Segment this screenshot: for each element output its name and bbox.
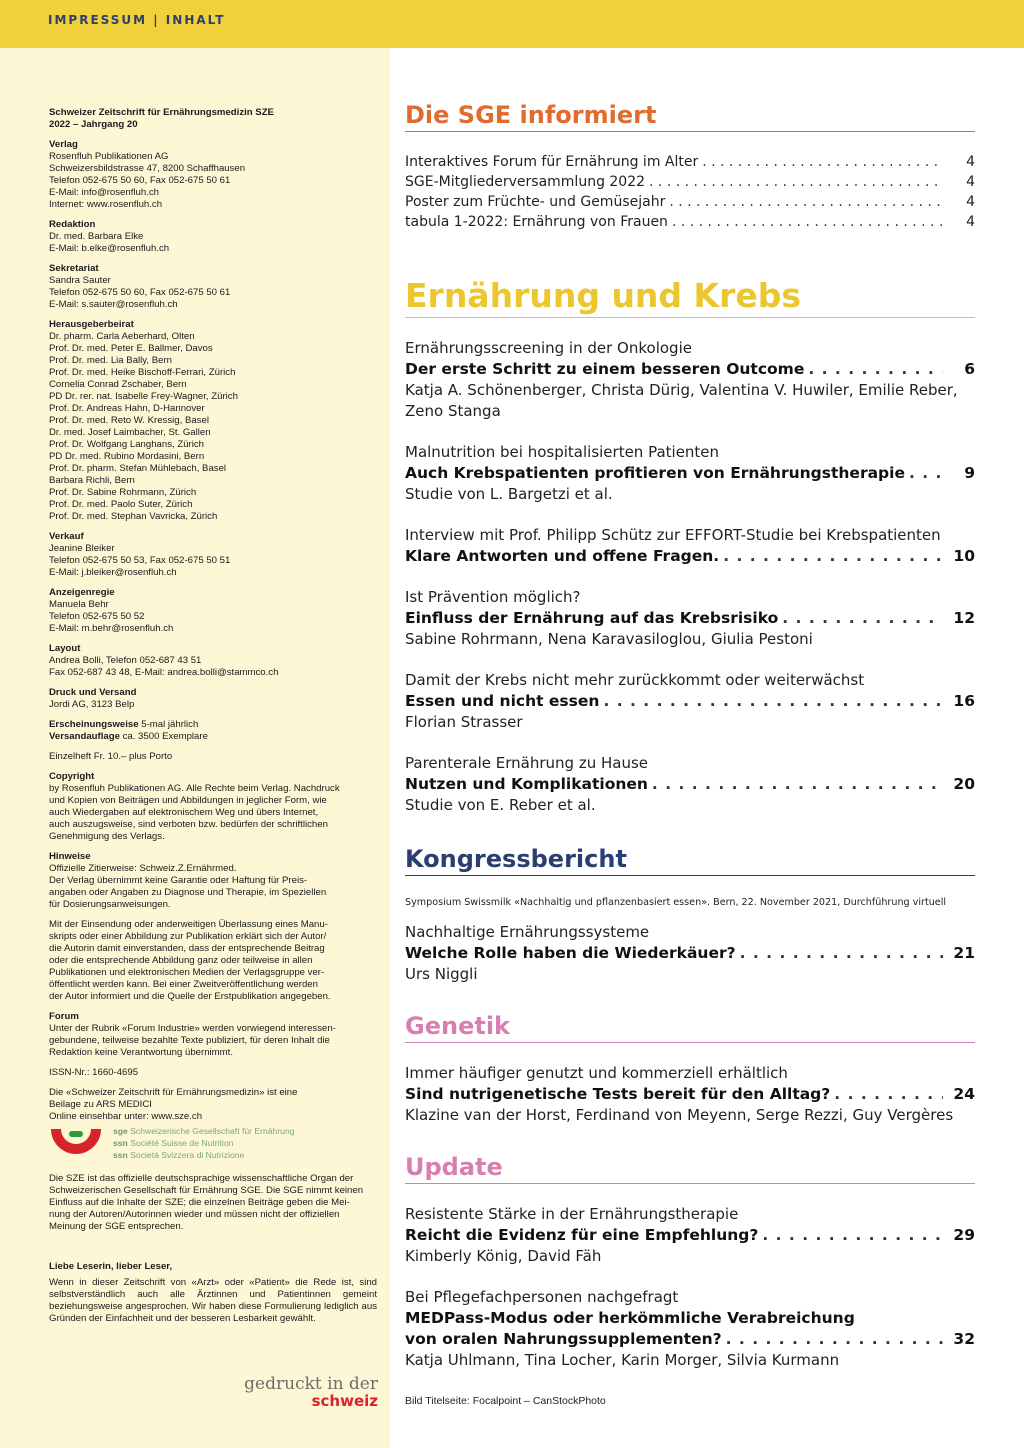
sge-statement-block bbox=[49, 1173, 377, 1233]
impressum-line: Prof. Dr. pharm. Stefan Mühlebach, Basel bbox=[49, 463, 227, 474]
dot-leader bbox=[762, 1225, 943, 1246]
section-title-sge: Die SGE informiert bbox=[405, 100, 975, 132]
entry-title-row bbox=[405, 1084, 975, 1105]
impressum-line: Jordi AG, 3123 Belp bbox=[49, 699, 135, 710]
einsendung-lines bbox=[49, 919, 377, 1003]
entry-page: 12 bbox=[953, 609, 975, 627]
leser-block bbox=[49, 1261, 377, 1325]
impressum-line: Cornelia Conrad Zschaber, Bern bbox=[49, 379, 187, 390]
dot-leader bbox=[740, 943, 943, 964]
impressum-line: Fax 052-687 43 48, E-Mail: andrea.bolli@stammco.ch bbox=[49, 667, 279, 678]
impressum-line: Telefon 052-675 50 60, Fax 052-675 50 61 bbox=[49, 287, 231, 298]
impressum-line: Barbara Richli, Bern bbox=[49, 475, 135, 486]
entry-kicker: Interview mit Prof. Philipp Schütz zur EFFORT-Studie bei Krebspatienten bbox=[405, 526, 941, 544]
issn-block bbox=[49, 1067, 377, 1079]
genetik-list bbox=[405, 1063, 975, 1126]
toc-row bbox=[405, 192, 975, 212]
entry-title-row bbox=[405, 359, 975, 380]
toc-entry bbox=[405, 525, 975, 567]
entry-title-row bbox=[405, 691, 975, 712]
entry-authors: Studie von L. Bargetzi et al. bbox=[405, 485, 613, 503]
entry-page: 10 bbox=[953, 547, 975, 565]
sge-name-it: Società Svizzera di Nutrizione bbox=[130, 1150, 245, 1160]
gedruckt-line2: schweiz bbox=[311, 1392, 378, 1410]
impressum-line: PD Dr. med. Rubino Mordasini, Bern bbox=[49, 451, 205, 462]
entry-kicker: Parenterale Ernährung zu Hause bbox=[405, 754, 648, 772]
hinweise-line: für Dosierungsanweisungen. bbox=[49, 899, 171, 910]
impressum-section bbox=[49, 263, 377, 311]
impressum-heading: Druck und Versand bbox=[49, 687, 137, 698]
toc-entry bbox=[405, 587, 975, 650]
entry-page: 24 bbox=[953, 1085, 975, 1103]
sge-list bbox=[405, 152, 975, 232]
sge-logo-icon bbox=[49, 1125, 103, 1163]
masthead bbox=[49, 107, 377, 131]
entry-authors: Sabine Rohrmann, Nena Karavasiloglou, Giulia Pestoni bbox=[405, 630, 813, 648]
impressum-line: Telefon 052-675 50 60, Fax 052-675 50 61 bbox=[49, 175, 231, 186]
sge-statement-line: Meinung der SGE entsprechen. bbox=[49, 1221, 184, 1232]
dot-leader bbox=[834, 1084, 943, 1105]
einsendung-block bbox=[49, 919, 377, 1003]
entry-kicker: Nachhaltige Ernährungssysteme bbox=[405, 923, 650, 941]
impressum-heading: Redaktion bbox=[49, 219, 96, 230]
toc-entry bbox=[405, 753, 975, 816]
entry-kicker: Malnutrition bei hospitalisierten Patienten bbox=[405, 443, 720, 461]
copyright-line: und Kopien von Beiträgen und Abbildungen in jeglicher Form, wie bbox=[49, 795, 327, 806]
impressum-section bbox=[49, 687, 377, 711]
impressum-line: Prof. Dr. med. Reto W. Kressig, Basel bbox=[49, 415, 209, 426]
erscheinung-value: 5-mal jährlich bbox=[141, 719, 199, 730]
beilage-line: Beilage zu ARS MEDICI bbox=[49, 1099, 152, 1110]
sge-statement-lines bbox=[49, 1173, 377, 1233]
toc-entry bbox=[405, 670, 975, 733]
toc-row-title: Poster zum Früchte- und Gemüsejahr bbox=[405, 194, 666, 210]
entry-page: 9 bbox=[964, 464, 975, 482]
copyright-line: auch Wiedergaben auf elektronischem Weg und übers Internet, bbox=[49, 807, 319, 818]
entry-title: Essen und nicht essen bbox=[405, 692, 600, 710]
entry-title-row bbox=[405, 608, 975, 629]
beilage-line: Die «Schweizer Zeitschrift für Ernährungsmedizin» ist eine bbox=[49, 1087, 298, 1098]
entry-authors: Studie von E. Reber et al. bbox=[405, 796, 596, 814]
impressum-line: Rosenfluh Publikationen AG bbox=[49, 151, 169, 162]
toc-row-page: 4 bbox=[966, 154, 975, 170]
entry-title: Sind nutrigenetische Tests bereit für den Alltag? bbox=[405, 1085, 831, 1103]
impressum-line: Telefon 052-675 50 53, Fax 052-675 50 51 bbox=[49, 555, 231, 566]
toc-row-page: 4 bbox=[966, 214, 975, 230]
dot-leader bbox=[652, 774, 943, 795]
header-label: IMPRESSUM | INHALT bbox=[48, 13, 226, 27]
forum-lines bbox=[49, 1023, 377, 1059]
forum-line: Redaktion keine Verantwortung übernimmt. bbox=[49, 1047, 233, 1058]
impressum-line: Dr. med. Barbara Elke bbox=[49, 231, 144, 242]
forum-block bbox=[49, 1011, 377, 1059]
sge-statement-line: nung der Autoren/Autorinnen wieder und müssen nicht der offiziellen bbox=[49, 1209, 340, 1220]
ssn-abbr: ssn bbox=[113, 1150, 128, 1160]
beilage-line: Online einsehbar unter: www.sze.ch bbox=[49, 1111, 203, 1122]
erscheinung-label: Erscheinungsweise bbox=[49, 719, 139, 730]
toc-entry bbox=[405, 338, 975, 422]
entry-title: Einfluss der Ernährung auf das Krebsrisiko bbox=[405, 609, 779, 627]
copyright-heading: Copyright bbox=[49, 771, 95, 782]
impressum-section bbox=[49, 219, 377, 255]
entry-title-row bbox=[405, 546, 975, 567]
impressum-column bbox=[49, 107, 377, 1333]
section-title-kongress: Kongressbericht bbox=[405, 844, 975, 876]
impressum-section bbox=[49, 319, 377, 523]
toc-entry bbox=[405, 1287, 975, 1371]
copyright-lines bbox=[49, 783, 377, 843]
entry-kicker: Ist Prävention möglich? bbox=[405, 588, 581, 606]
masthead-line: Schweizer Zeitschrift für Ernährungsmedizin SZE bbox=[49, 107, 274, 118]
masthead-line: 2022 – Jahrgang 20 bbox=[49, 119, 138, 130]
impressum-sections bbox=[49, 139, 377, 711]
impressum-heading: Sekretariat bbox=[49, 263, 99, 274]
impressum-section bbox=[49, 139, 377, 211]
einzelheft-text: Einzelheft Fr. 10.– plus Porto bbox=[49, 751, 173, 762]
entry-kicker: Immer häufiger genutzt und kommerziell erhältlich bbox=[405, 1064, 788, 1082]
impressum-line: Prof. Dr. Andreas Hahn, D-Hannover bbox=[49, 403, 205, 414]
leser-text: Wenn in dieser Zeitschrift von «Arzt» oder «Patient» die Rede ist, sind selbstverständlich auch alle Ärztinnen und Patientinnen gemeint beziehungsweise angesprochen. Wir haben diese Formulierung lediglich aus Gründen der Einfachheit und der besseren Lesbarkeit gewählt. bbox=[49, 1277, 377, 1324]
entry-title-line: MEDPass-Modus oder herkömmliche Verabreichung bbox=[405, 1309, 855, 1327]
impressum-line: Internet: www.rosenfluh.ch bbox=[49, 199, 163, 210]
symposium-note: Symposium Swissmilk «Nachhaltig und pflanzenbasiert essen». Bern, 22. November 2021, Durchführung virtuell bbox=[405, 897, 947, 908]
impressum-line: Dr. med. Josef Laimbacher, St. Gallen bbox=[49, 427, 211, 438]
entry-page: 16 bbox=[953, 692, 975, 710]
dot-leader bbox=[672, 212, 943, 232]
entry-title-row bbox=[405, 943, 975, 964]
entry-kicker: Bei Pflegefachpersonen nachgefragt bbox=[405, 1288, 679, 1306]
beilage-lines bbox=[49, 1087, 377, 1123]
toc-row bbox=[405, 152, 975, 172]
entry-title: Nutzen und Komplikationen bbox=[405, 775, 648, 793]
impressum-heading: Verlag bbox=[49, 139, 78, 150]
entry-kicker: Resistente Stärke in der Ernährungstherapie bbox=[405, 1205, 739, 1223]
impressum-line: E-Mail: j.bleiker@rosenfluh.ch bbox=[49, 567, 177, 578]
kongress-list bbox=[405, 922, 975, 985]
entry-title: Klare Antworten und offene Fragen. bbox=[405, 547, 720, 565]
gedruckt-in-der-schweiz-logo bbox=[232, 1374, 378, 1410]
entry-authors: Urs Niggli bbox=[405, 965, 478, 983]
impressum-line: Prof. Dr. med. Peter E. Ballmer, Davos bbox=[49, 343, 213, 354]
forum-line: Unter der Rubrik «Forum Industrie» werden vorwiegend interessen- bbox=[49, 1023, 336, 1034]
header-bar bbox=[0, 0, 1024, 48]
toc-row-title: tabula 1-2022: Ernährung von Frauen bbox=[405, 214, 668, 230]
entry-authors: Klazine van der Horst, Ferdinand von Meyenn, Serge Rezzi, Guy Vergères bbox=[405, 1106, 954, 1124]
impressum-line: E-Mail: b.elke@rosenfluh.ch bbox=[49, 243, 170, 254]
impressum-line: E-Mail: s.sauter@rosenfluh.ch bbox=[49, 299, 178, 310]
toc-entry bbox=[405, 922, 975, 985]
update-list bbox=[405, 1204, 975, 1371]
impressum-heading: Verkauf bbox=[49, 531, 84, 542]
impressum-heading: Anzeigenregie bbox=[49, 587, 115, 598]
impressum-line: Telefon 052-675 50 52 bbox=[49, 611, 145, 622]
hinweise-line: angaben oder Angaben zu Diagnose und Therapie, im Speziellen bbox=[49, 887, 327, 898]
entry-title: Welche Rolle haben die Wiederkäuer? bbox=[405, 944, 736, 962]
impressum-line: PD Dr. rer. nat. Isabelle Frey-Wagner, Zürich bbox=[49, 391, 238, 402]
leser-heading: Liebe Leserin, lieber Leser, bbox=[49, 1261, 173, 1272]
entry-page: 21 bbox=[953, 944, 975, 962]
dot-leader bbox=[669, 192, 943, 212]
toc-entry bbox=[405, 1204, 975, 1267]
sge-name-de: Schweizerische Gesellschaft für Ernährung bbox=[130, 1126, 295, 1136]
toc-entry bbox=[405, 442, 975, 505]
impressum-line: Prof. Dr. med. Lia Bally, Bern bbox=[49, 355, 172, 366]
impressum-line: Manuela Behr bbox=[49, 599, 109, 610]
entry-title: Reicht die Evidenz für eine Empfehlung? bbox=[405, 1226, 759, 1244]
entry-page: 32 bbox=[953, 1330, 975, 1348]
einsendung-line: skripts oder einer Abbildung zur Publikation erklärt sich der Autor/ bbox=[49, 931, 327, 942]
hinweise-heading: Hinweise bbox=[49, 851, 91, 862]
impressum-section bbox=[49, 643, 377, 679]
impressum-line: E-Mail: info@rosenfluh.ch bbox=[49, 187, 159, 198]
entry-title: Der erste Schritt zu einem besseren Outcome bbox=[405, 360, 805, 378]
impressum-line: Sandra Sauter bbox=[49, 275, 111, 286]
entry-page: 20 bbox=[953, 775, 975, 793]
impressum-line: Prof. Dr. Wolfgang Langhans, Zürich bbox=[49, 439, 205, 450]
sge-logo bbox=[49, 1125, 377, 1165]
sge-abbr: sge bbox=[113, 1126, 128, 1136]
entry-kicker: Damit der Krebs nicht mehr zurückkommt oder weiterwächst bbox=[405, 671, 865, 689]
impressum-heading: Herausgeberbeirat bbox=[49, 319, 134, 330]
impressum-line: Prof. Dr. Sabine Rohrmann, Zürich bbox=[49, 487, 197, 498]
entry-page: 29 bbox=[953, 1226, 975, 1244]
impressum-line: Jeanine Bleiker bbox=[49, 543, 115, 554]
impressum-line: E-Mail: m.behr@rosenfluh.ch bbox=[49, 623, 174, 634]
sge-statement-line: Die SZE ist das offizielle deutschsprachige wissenschaftliche Organ der bbox=[49, 1173, 354, 1184]
toc-row-page: 4 bbox=[966, 174, 975, 190]
toc-entry bbox=[405, 1063, 975, 1126]
entry-title-row bbox=[405, 1225, 975, 1246]
einsendung-line: oder die entsprechende Abbildung ganz oder teilweise in allen bbox=[49, 955, 313, 966]
toc-row bbox=[405, 212, 975, 232]
impressum-line: Dr. pharm. Carla Aeberhard, Olten bbox=[49, 331, 195, 342]
table-of-contents bbox=[405, 100, 975, 1371]
issn-text: ISSN-Nr.: 1660-4695 bbox=[49, 1067, 139, 1078]
impressum-section bbox=[49, 531, 377, 579]
einsendung-line: öffentlicht werden kann. Bei einer Zweitveröffentlichung werden bbox=[49, 979, 318, 990]
dot-leader bbox=[702, 152, 943, 172]
hinweise-lines bbox=[49, 863, 377, 911]
toc-row-title: SGE-Mitgliederversammlung 2022 bbox=[405, 174, 646, 190]
entry-authors: Katja Uhlmann, Tina Locher, Karin Morger, Silvia Kurmann bbox=[405, 1351, 840, 1369]
hinweise-line: Offizielle Zitierweise: Schweiz.Z.Ernährmed. bbox=[49, 863, 237, 874]
impressum-line: Prof. Dr. med. Stephan Vavricka, Zürich bbox=[49, 511, 218, 522]
entry-authors: Katja A. Schönenberger, Christa Dürig, Valentina V. Huwiler, Emilie Reber, Zeno Stanga bbox=[405, 381, 958, 420]
copyright-line: auch auszugsweise, sind verboten bzw. bedürfen der schriftlichen bbox=[49, 819, 328, 830]
impressum-heading: Layout bbox=[49, 643, 81, 654]
entry-title: von oralen Nahrungssupplementen? bbox=[405, 1330, 722, 1348]
impressum-line: Andrea Bolli, Telefon 052-687 43 51 bbox=[49, 655, 202, 666]
sge-statement-line: Schweizerischen Gesellschaft für Ernährung SGE. Die SGE nimmt keinen bbox=[49, 1185, 364, 1196]
section-title-update: Update bbox=[405, 1152, 975, 1184]
toc-row-page: 4 bbox=[966, 194, 975, 210]
sge-name-fr: Société Suisse de Nutrition bbox=[130, 1138, 234, 1148]
einsendung-line: Mit der Einsendung oder anderweitigen Überlassung eines Manu- bbox=[49, 919, 328, 930]
copyright-line: by Rosenfluh Publikationen AG. Alle Rechte beim Verlag. Nachdruck bbox=[49, 783, 340, 794]
hinweise-block bbox=[49, 851, 377, 911]
dot-leader bbox=[782, 608, 943, 629]
entry-title: Auch Krebspatienten profitieren von Ernährungstherapie bbox=[405, 464, 905, 482]
toc-row-title: Interaktives Forum für Ernährung im Alter bbox=[405, 154, 699, 170]
gedruckt-line1: gedruckt in der bbox=[244, 1374, 378, 1394]
dot-leader bbox=[808, 359, 943, 380]
entry-title-row bbox=[405, 1329, 975, 1350]
entry-title-row bbox=[405, 463, 975, 484]
impressum-line: Prof. Dr. med. Paolo Suter, Zürich bbox=[49, 499, 193, 510]
sge-statement-line: Einfluss auf die Inhalte der SZE; die einzelnen Beiträge geben die Mei- bbox=[49, 1197, 350, 1208]
dot-leader bbox=[909, 463, 943, 484]
entry-title-row bbox=[405, 774, 975, 795]
entry-authors: Florian Strasser bbox=[405, 713, 523, 731]
dot-leader bbox=[726, 1329, 943, 1350]
einsendung-line: Publikationen und elektronischen Medien der Verlagsgruppe ver- bbox=[49, 967, 325, 978]
einsendung-line: die Autorin damit einverstanden, dass der entsprechende Beitrag bbox=[49, 943, 325, 954]
krebs-list bbox=[405, 338, 975, 816]
copyright-line: Genehmigung des Verlags. bbox=[49, 831, 165, 842]
einzelheft-block bbox=[49, 751, 377, 763]
forum-line: gebundene, teilweise bezahlte Texte publiziert, für deren Inhalt die bbox=[49, 1035, 330, 1046]
einsendung-line: der Autor informiert und die Quelle der Erstpublikation angegeben. bbox=[49, 991, 331, 1002]
dot-leader bbox=[603, 691, 943, 712]
versand-value: ca. 3500 Exemplare bbox=[122, 731, 208, 742]
forum-heading: Forum bbox=[49, 1011, 79, 1022]
impressum-section bbox=[49, 587, 377, 635]
versand-label: Versandauflage bbox=[49, 731, 120, 742]
dot-leader bbox=[649, 172, 943, 192]
section-title-krebs: Ernährung und Krebs bbox=[405, 276, 975, 318]
entry-authors: Kimberly König, David Fäh bbox=[405, 1247, 602, 1265]
entry-page: 6 bbox=[964, 360, 975, 378]
toc-row bbox=[405, 172, 975, 192]
copyright-block bbox=[49, 771, 377, 843]
sge-logo-text bbox=[113, 1125, 295, 1161]
impressum-line: Prof. Dr. med. Heike Bischoff-Ferrari, Zürich bbox=[49, 367, 236, 378]
impressum-line: Schweizersbildstrasse 47, 8200 Schaffhausen bbox=[49, 163, 246, 174]
entry-kicker: Ernährungsscreening in der Onkologie bbox=[405, 339, 692, 357]
image-credit: Bild Titelseite: Focalpoint – CanStockPhoto bbox=[405, 1395, 606, 1407]
dot-leader bbox=[723, 546, 943, 567]
beilage-block bbox=[49, 1087, 377, 1123]
ssn-abbr: ssn bbox=[113, 1138, 128, 1148]
erscheinung-block bbox=[49, 719, 377, 743]
hinweise-line: Der Verlag übernimmt keine Garantie oder Haftung für Preis- bbox=[49, 875, 308, 886]
section-title-genetik: Genetik bbox=[405, 1011, 975, 1043]
